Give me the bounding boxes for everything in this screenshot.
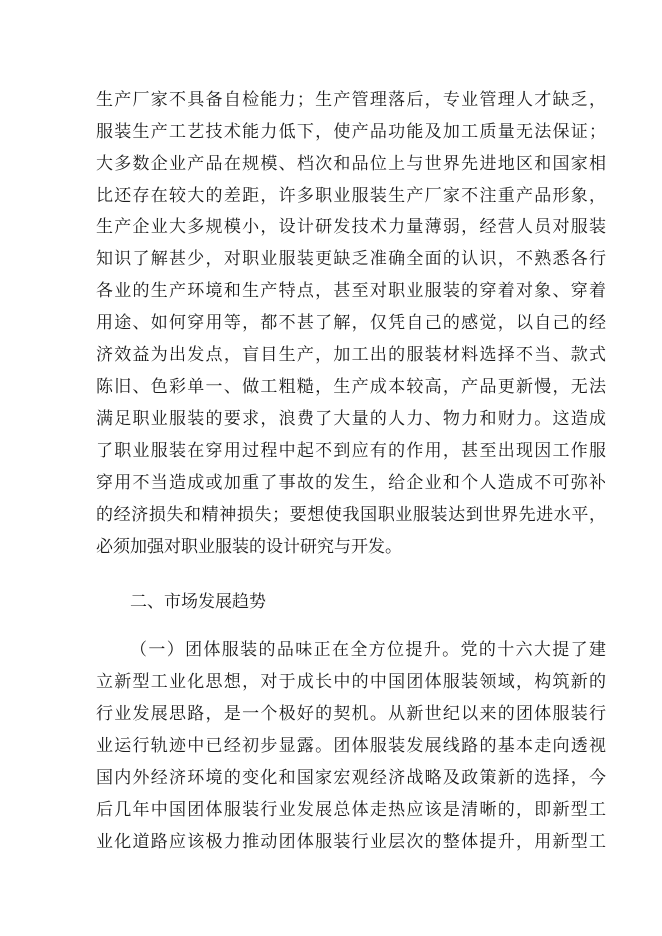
paragraph-line: 满足职业服装的要求，浪费了大量的人力、物力和财力。这造成 bbox=[96, 409, 606, 429]
paragraph-line: 了职业服装在穿用过程中起不到应有的作用，甚至出现因工作服 bbox=[96, 441, 606, 461]
paragraph-line: 后几年中国团体服装行业发展总体走热应该是清晰的，即新型工 bbox=[96, 800, 606, 820]
paragraph-line: （一）团体服装的品味正在全方位提升。党的十六大提了建 bbox=[130, 640, 606, 660]
paragraph-line: 国内外经济环境的变化和国家宏观经济战略及政策新的选择，今 bbox=[96, 768, 606, 788]
paragraph-line: 比还存在较大的差距，许多职业服装生产厂家不注重产品形象， bbox=[96, 186, 606, 206]
paragraph-line: 穿用不当造成或加重了事故的发生，给企业和个人造成不可弥补 bbox=[96, 473, 606, 493]
paragraph-line: 立新型工业化思想，对于成长中的中国团体服装领域，构筑新的 bbox=[96, 672, 606, 692]
paragraph-line: 济效益为出发点，盲目生产，加工出的服装材料选择不当、款式 bbox=[96, 345, 606, 365]
paragraph-line: 业化道路应该极力推动团体服装行业层次的整体提升，用新型工 bbox=[96, 832, 606, 852]
paragraph-line: 的经济损失和精神损失；要想使我国职业服装达到世界先进水平， bbox=[96, 505, 606, 525]
paragraph-line: 大多数企业产品在规模、档次和品位上与世界先进地区和国家相 bbox=[96, 154, 606, 174]
paragraph-line: 必须加强对职业服装的设计研究与开发。 bbox=[96, 537, 402, 557]
paragraph-line: 服装生产工艺技术能力低下，使产品功能及加工质量无法保证； bbox=[96, 122, 606, 142]
paragraph-line: 陈旧、色彩单一、做工粗糙，生产成本较高，产品更新慢，无法 bbox=[96, 377, 606, 397]
section-heading: 二、市场发展趋势 bbox=[130, 592, 266, 612]
paragraph-line: 业运行轨迹中已经初步显露。团体服装发展线路的基本走向透视 bbox=[96, 736, 606, 756]
paragraph-line: 生产企业大多规模小，设计研发技术力量薄弱，经营人员对服装 bbox=[96, 217, 606, 237]
paragraph-line: 用途、如何穿用等，都不甚了解，仅凭自己的感觉，以自己的经 bbox=[96, 313, 606, 333]
paragraph-line: 各业的生产环境和生产特点，甚至对职业服装的穿着对象、穿着 bbox=[96, 281, 606, 301]
paragraph-line: 知识了解甚少，对职业服装更缺乏准确全面的认识，不熟悉各行 bbox=[96, 249, 606, 269]
paragraph-line: 生产厂家不具备自检能力；生产管理落后，专业管理人才缺乏， bbox=[96, 90, 606, 110]
paragraph-line: 行业发展思路，是一个极好的契机。从新世纪以来的团体服装行 bbox=[96, 704, 606, 724]
